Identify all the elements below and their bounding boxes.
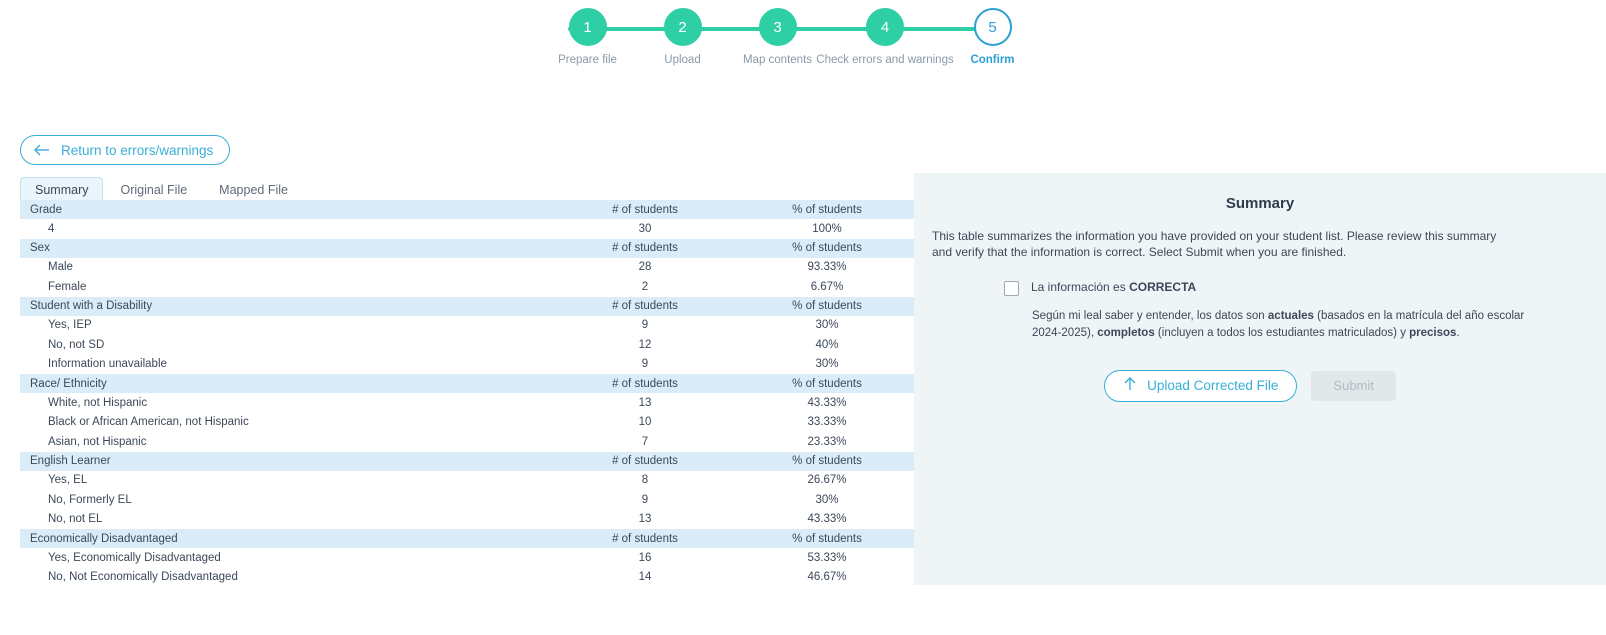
table-row (20, 335, 914, 355)
row-percent: 30% (740, 490, 914, 510)
group-label: Race/ Ethnicity (20, 374, 550, 393)
table-row (20, 432, 914, 452)
row-count: 9 (550, 490, 740, 510)
step-3-label: Map contents (742, 54, 813, 66)
step-1-prepare-file[interactable] (540, 8, 635, 66)
group-percent-header: % of students (740, 239, 914, 258)
table-row (20, 316, 914, 336)
group-label: Grade (20, 200, 550, 219)
row-label: 4 (20, 219, 550, 239)
group-label: Sex (20, 239, 550, 258)
upload-button-label: Upload Corrected File (1147, 378, 1279, 394)
group-label: English Learner (20, 452, 550, 471)
submit-button[interactable]: Submit (1311, 371, 1395, 401)
summary-table-container (20, 200, 914, 587)
table-group-row (20, 297, 914, 316)
summary-panel (914, 173, 1606, 585)
step-4-check-errors[interactable] (816, 8, 954, 66)
row-label: Yes, EL (20, 471, 550, 491)
confirmation-checkbox-row (1004, 280, 1588, 296)
confirmation-checkbox[interactable] (1004, 281, 1019, 296)
row-percent: 26.67% (740, 471, 914, 491)
table-row (20, 355, 914, 375)
panel-description: This table summarizes the information you have provided on your student list. Please review this summary and verify that the information is correct. Select Submit when you are finished. (932, 229, 1497, 260)
group-count-header: # of students (550, 374, 740, 393)
row-count: 28 (550, 258, 740, 278)
table-row (20, 568, 914, 588)
group-percent-header: % of students (740, 200, 914, 219)
return-to-errors-warnings-button[interactable] (20, 135, 230, 165)
attestation-text (1032, 308, 1532, 341)
row-count: 9 (550, 316, 740, 336)
table-row (20, 548, 914, 568)
row-percent: 43.33% (740, 393, 914, 413)
step-5-label: Confirm (970, 54, 1015, 66)
row-count: 13 (550, 510, 740, 530)
row-count: 9 (550, 355, 740, 375)
step-3-circle: 3 (759, 8, 797, 46)
group-label: Economically Disadvantaged (20, 529, 550, 548)
group-percent-header: % of students (740, 452, 914, 471)
row-percent: 46.67% (740, 568, 914, 588)
row-count: 12 (550, 335, 740, 355)
row-label: Black or African American, not Hispanic (20, 413, 550, 433)
upload-corrected-file-button[interactable] (1104, 370, 1297, 402)
row-count: 7 (550, 432, 740, 452)
step-2-label: Upload (664, 54, 701, 66)
table-group-row (20, 200, 914, 219)
table-row (20, 393, 914, 413)
row-percent: 53.33% (740, 548, 914, 568)
step-1-circle: 1 (569, 8, 607, 46)
table-row (20, 510, 914, 530)
attestation-part-2: (basados en la matrícula del año escolar 2024-2025), (1032, 310, 1525, 340)
confirmation-checkbox-label (1031, 280, 1196, 294)
tab-original-file[interactable]: Original File (120, 183, 188, 197)
table-row (20, 258, 914, 278)
group-count-header: # of students (550, 200, 740, 219)
tab-mapped-file[interactable]: Mapped File (219, 183, 288, 197)
row-count: 13 (550, 393, 740, 413)
attestation-part-3: (incluyen a todos los estudiantes matriculados) y (1154, 327, 1410, 340)
table-group-row (20, 452, 914, 471)
return-button-label: Return to errors/warnings (61, 142, 214, 158)
row-label: No, not EL (20, 510, 550, 530)
table-group-row (20, 374, 914, 393)
attestation-bold-3: precisos (1409, 327, 1457, 340)
row-count: 8 (550, 471, 740, 491)
row-percent: 6.67% (740, 277, 914, 297)
attestation-bold-2: completos (1097, 327, 1155, 340)
step-2-circle: 2 (664, 8, 702, 46)
stepper-steps (540, 8, 1040, 66)
row-label: Yes, IEP (20, 316, 550, 336)
row-percent: 33.33% (740, 413, 914, 433)
row-percent: 100% (740, 219, 914, 239)
row-label: Information unavailable (20, 355, 550, 375)
group-percent-header: % of students (740, 529, 914, 548)
summary-table (20, 200, 914, 587)
group-count-header: # of students (550, 529, 740, 548)
step-5-confirm[interactable] (945, 8, 1040, 66)
row-percent: 93.33% (740, 258, 914, 278)
row-label: Female (20, 277, 550, 297)
confirmation-text-bold: CORRECTA (1129, 280, 1197, 295)
row-label: Male (20, 258, 550, 278)
tab-summary[interactable]: Summary (20, 177, 103, 204)
step-1-label: Prepare file (558, 54, 617, 66)
group-count-header: # of students (550, 452, 740, 471)
step-5-circle: 5 (974, 8, 1012, 46)
confirmation-text-plain: La información es (1031, 280, 1130, 295)
row-percent: 30% (740, 355, 914, 375)
group-count-header: # of students (550, 239, 740, 258)
row-percent: 40% (740, 335, 914, 355)
row-count: 16 (550, 548, 740, 568)
upload-icon (1123, 376, 1137, 395)
table-row (20, 490, 914, 510)
group-label: Student with a Disability (20, 297, 550, 316)
panel-title: Summary (1225, 195, 1295, 212)
row-label: No, Not Economically Disadvantaged (20, 568, 550, 588)
group-percent-header: % of students (740, 297, 914, 316)
attestation-part-4: . (1456, 327, 1460, 340)
table-group-row (20, 529, 914, 548)
progress-stepper (540, 8, 1040, 78)
row-count: 14 (550, 568, 740, 588)
table-row (20, 413, 914, 433)
table-group-row (20, 239, 914, 258)
panel-button-row (932, 370, 1588, 402)
step-4-label: Check errors and warnings (816, 54, 954, 66)
row-count: 10 (550, 413, 740, 433)
arrow-left-icon (33, 143, 51, 157)
table-row (20, 219, 914, 239)
attestation-bold-1: actuales (1267, 310, 1314, 323)
row-count: 30 (550, 219, 740, 239)
group-percent-header: % of students (740, 374, 914, 393)
step-3-map-contents[interactable] (730, 8, 825, 66)
group-count-header: # of students (550, 297, 740, 316)
row-label: Asian, not Hispanic (20, 432, 550, 452)
row-percent: 30% (740, 316, 914, 336)
row-percent: 23.33% (740, 432, 914, 452)
step-2-upload[interactable] (635, 8, 730, 66)
attestation-part-1: Según mi leal saber y entender, los datos son (1032, 310, 1268, 323)
row-percent: 43.33% (740, 510, 914, 530)
row-count: 2 (550, 277, 740, 297)
table-row (20, 277, 914, 297)
row-label: No, Formerly EL (20, 490, 550, 510)
table-row (20, 471, 914, 491)
row-label: Yes, Economically Disadvantaged (20, 548, 550, 568)
step-4-circle: 4 (866, 8, 904, 46)
row-label: No, not SD (20, 335, 550, 355)
row-label: White, not Hispanic (20, 393, 550, 413)
